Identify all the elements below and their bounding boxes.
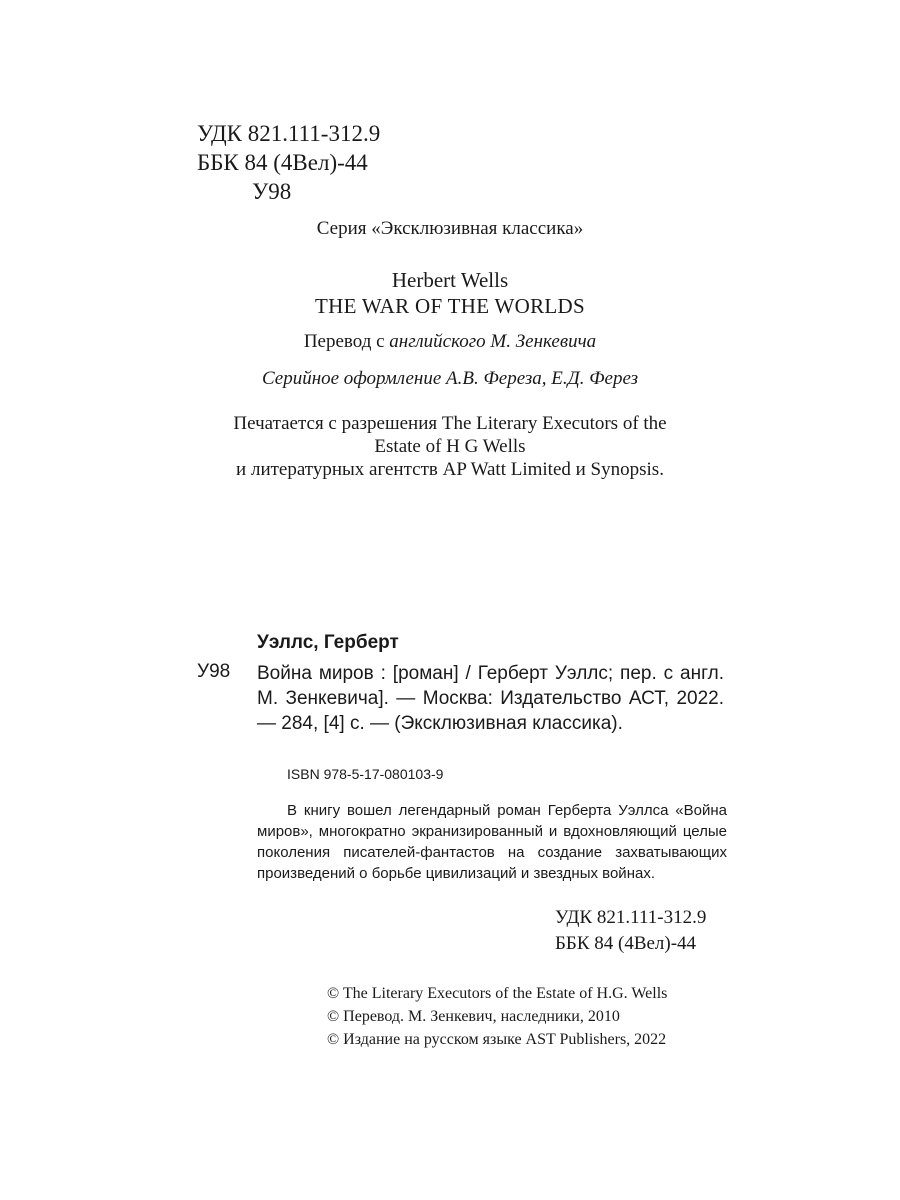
author-mark: У98 [252, 179, 292, 204]
original-title: THE WAR OF THE WORLDS [315, 294, 585, 318]
copyright-line: © Издание на русском языке AST Publishers, 2022 [327, 1031, 667, 1048]
permission-line: и литературных агентств AP Watt Limited и Synopsis. [236, 459, 664, 480]
copyright-line: © Перевод. М. Зенкевич, наследники, 2010 [327, 1008, 620, 1025]
classification-codes-bottom [555, 905, 706, 957]
original-author: Herbert Wells [391, 268, 509, 292]
bbk-code: ББК 84 (4Вел)-44 [555, 933, 697, 954]
translation-rest: английского М. Зенкевича [389, 331, 597, 352]
annotation: В книгу вошел легендарный роман Герберта Уэллса «Война миров», многократно экранизированный и вдохновляющий целые поколения писателей-фантастов на создание захватывающих произведений о борьбе цивилизаций и звездных войнах. [257, 802, 727, 882]
permission-line: Estate of H G Wells [374, 436, 526, 457]
udk-code: УДК 821.111-312.9 [197, 121, 381, 146]
translation-prefix: Перевод с [303, 331, 385, 352]
translation-credit [0, 331, 900, 353]
catalog-author-mark: У98 [197, 661, 231, 682]
permission-notice [0, 412, 900, 481]
permission-line: Печатается с разрешения The Literary Executors of the [233, 413, 667, 434]
bbk-code: ББК 84 (4Вел)-44 [197, 150, 368, 175]
isbn: ISBN 978-5-17-080103-9 [287, 766, 444, 782]
design-credit: Серийное оформление А.В. Фереза, Е.Д. Ферез [261, 368, 639, 389]
copyright-line: © The Literary Executors of the Estate of H.G. Wells [327, 985, 668, 1002]
catalog-author-heading: Уэллс, Герберт [257, 632, 399, 653]
copyright-notices [327, 982, 667, 1051]
catalog-description: Война миров : [роман] / Герберт Уэллс; пер. с англ. М. Зенкевича]. — Москва: Издательство АСТ, 2022. — 284, [4] с. — (Эксклюзивная классика). [257, 663, 724, 734]
classification-codes-top [197, 119, 380, 206]
series-name: Серия «Эксклюзивная классика» [316, 218, 584, 239]
udk-code: УДК 821.111-312.9 [555, 907, 707, 928]
